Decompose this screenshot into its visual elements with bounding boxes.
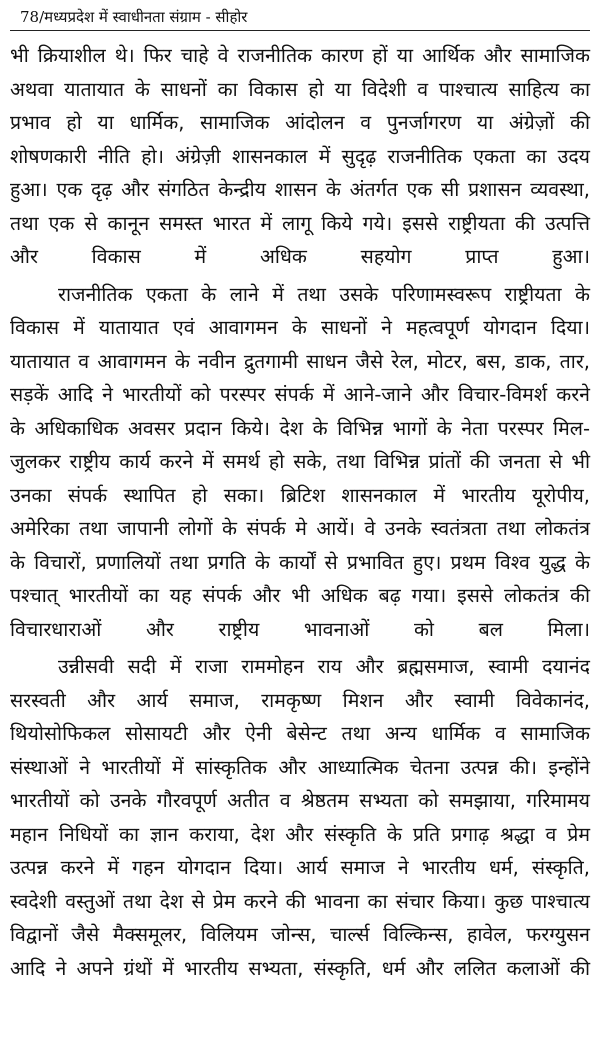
text-line: पश्चात् भारतीयों का यह संपर्क और भी अधिक बढ़ गया। इससे लोकतंत्र की	[10, 584, 590, 607]
text-line: के विचारों, प्रणालियों तथा प्रगति के कार्यों से प्रभावित हुए। प्रथम विश्व युद्ध के	[10, 550, 590, 574]
page-number: 78	[20, 8, 40, 26]
text-line: शोषणकारी नीति हो। अंग्रेज़ी शासनकाल में सुदृढ़ राजनीतिक एकता का उदय	[10, 144, 590, 168]
running-header	[10, 8, 590, 26]
text-line: भी क्रियाशील थे। फिर चाहे वे राजनीतिक कारण हों या आर्थिक और सामाजिक	[10, 44, 590, 67]
text-line: विचारधाराओं और राष्ट्रीय भावनाओं को बल मिला।	[10, 617, 590, 641]
text-line: उत्पन्न करने में गहन योगदान दिया। आर्य समाज ने भारतीय धर्म, संस्कृति,	[10, 856, 590, 879]
text-line: तथा एक से कानून समस्त भारत में लागू किये गये। इससे राष्ट्रीयता की उत्पत्ति	[10, 211, 590, 235]
text-line: जुलकर राष्ट्रीय कार्य करने में समर्थ हो सके, तथा विभिन्न प्रांतों की जनता से भी	[10, 450, 590, 473]
running-title: /मध्यप्रदेश में स्वाधीनता संग्राम - सीहोर	[39, 8, 248, 26]
text-line: यातायात व आवागमन के नवीन द्रुतगामी साधन जैसे रेल, मोटर, बस, डाक, तार,	[10, 349, 590, 373]
text-line: उनका संपर्क स्थापित हो सका। ब्रिटिश शासनकाल में भारतीय यूरोपीय,	[10, 483, 590, 507]
text-line: विकास में यातायात एवं आवागमन के साधनों ने महत्वपूर्ण योगदान दिया।	[10, 316, 590, 339]
text-line: उन्नीसवी सदी में राजा राममोहन राय और ब्रह्मसमाज, स्वामी दयानंद	[58, 655, 590, 678]
text-line: संस्थाओं ने भारतीयों में सांस्कृतिक और आध्यात्मिक चेतना उत्पन्न की। इन्होंने	[10, 755, 590, 779]
text-line: राजनीतिक एकता के लाने में तथा उसके परिणामस्वरूप राष्ट्रीयता के	[58, 282, 590, 306]
text-line: सरस्वती और आर्य समाज, रामकृष्ण मिशन और स्वामी विवेकानंद,	[10, 688, 590, 712]
paragraph-1	[10, 39, 590, 274]
text-line: के अधिकाधिक अवसर प्रदान किये। देश के विभिन्न भागों के नेता परस्पर मिल-	[10, 416, 590, 440]
text-line: अथवा यातायात के साधनों का विकास हो या विदेशी व पाश्चात्य साहित्य का	[10, 77, 590, 101]
text-line: विद्वानों जैसे मैक्समूलर, विलियम जोन्स, चार्ल्स विल्किन्स, हावेल, फरग्युसन	[10, 923, 590, 946]
text-line: सड़कें आदि ने भारतीयों को परस्पर संपर्क में आने-जाने और विचार-विमर्श करने	[10, 383, 590, 406]
paragraph-3	[10, 650, 590, 985]
text-line: महान निधियों का ज्ञान कराया, देश और संस्कृति के प्रति प्रगाढ़ श्रद्धा व प्रेम	[10, 822, 590, 846]
paragraph-2	[10, 278, 590, 647]
header-rule	[10, 30, 590, 31]
text-line: थियोसोफिकल सोसायटी और ऐनी बेसेन्ट तथा अन्य धार्मिक व सामाजिक	[10, 722, 590, 745]
text-line: आदि ने अपने ग्रंथों में भारतीय सभ्यता, संस्कृति, धर्म और ललित कलाओं की	[10, 956, 590, 980]
text-line: भारतीयों को उनके गौरवपूर्ण अतीत व श्रेष्ठतम सभ्यता को समझाया, गरिमामय	[10, 789, 590, 812]
text-line: हुआ। एक दृढ़ और संगठित केन्द्रीय शासन के अंतर्गत एक सी प्रशासन व्यवस्था,	[10, 178, 590, 201]
body-text	[10, 39, 590, 985]
text-line: अमेरिका तथा जापानी लोगों के संपर्क मे आयें। वे उनके स्वतंत्रता तथा लोकतंत्र	[10, 517, 590, 540]
text-line: स्वदेशी वस्तुओं तथा देश से प्रेम करने की भावना का संचार किया। कुछ पाश्चात्य	[10, 889, 590, 913]
text-line: और विकास में अधिक सहयोग प्राप्त हुआ।	[10, 245, 590, 268]
text-line: प्रभाव हो या धार्मिक, सामाजिक आंदोलन व पुनर्जागरण या अंग्रेज़ों की	[10, 111, 590, 134]
